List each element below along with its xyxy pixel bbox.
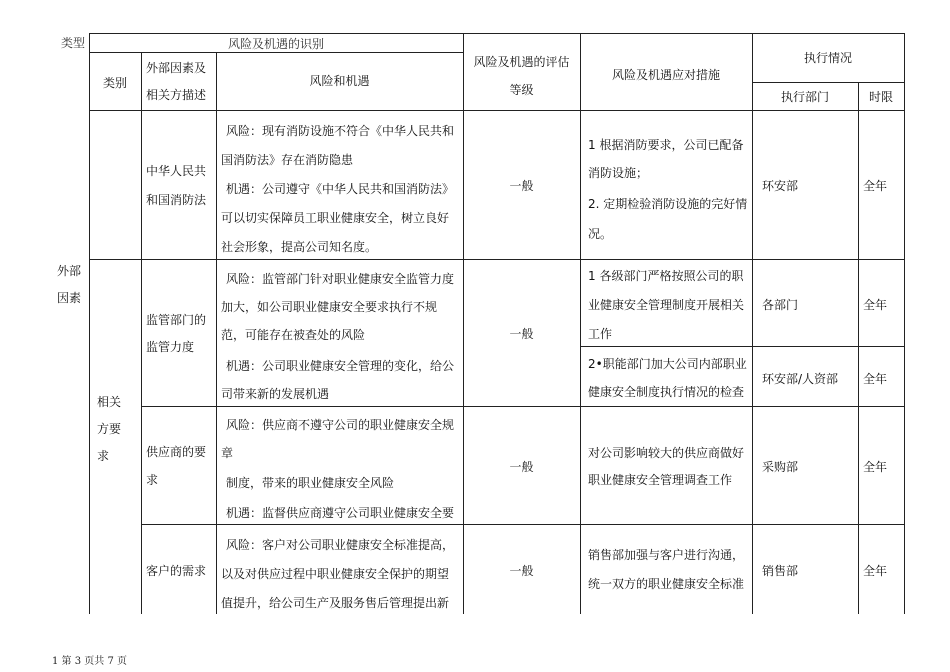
row2-risk-4: 机遇：公司职业健康安全管理的变化，给公 [226, 359, 455, 373]
table-rule [858, 82, 859, 614]
row1-risk-2: 国消防法》存在消防隐患 [221, 153, 354, 167]
outer-type-label-2: 因素 [57, 291, 82, 305]
row2-measure-a-3: 工作 [588, 327, 613, 341]
header-deadline: 时限 [868, 90, 893, 104]
row4-deadline: 全年 [863, 564, 888, 578]
row3-deadline: 全年 [863, 460, 888, 474]
row2-risk-3: 范，可能存在被查处的风险 [221, 328, 366, 342]
row2-deadline-a: 全年 [863, 298, 888, 312]
row2-measure-b-2: 健康安全制度执行情况的检查 [588, 385, 745, 399]
header-execution: 执行情况 [803, 51, 852, 65]
sub-category-label-2: 方要 [97, 422, 122, 436]
table-rule [89, 33, 90, 614]
row1-risk-4: 可以切实保障员工职业健康安全，树立良好 [221, 211, 450, 225]
row1-department: 环安部 [762, 179, 799, 193]
outer-type-label-1: 外部 [57, 264, 82, 278]
table-rule [89, 110, 904, 111]
sub-category-label-1: 相关 [97, 395, 122, 409]
header-measures: 风险及机遇应对措施 [611, 68, 720, 82]
row1-measure-4: 况。 [588, 227, 613, 241]
row3-risk-3: 制度，带来的职业健康安全风险 [226, 476, 395, 490]
row3-measure-1: 对公司影响较大的供应商做好 [588, 446, 745, 460]
row4-risk-2: 以及对供应过程中职业健康安全保护的期望 [221, 567, 450, 581]
row2-risk-5: 司带来新的发展机遇 [221, 387, 330, 401]
row2-risk-2: 加大，如公司职业健康安全要求执行不规 [221, 300, 438, 314]
row2-measure-a-2: 业健康安全管理制度开展相关 [588, 298, 745, 312]
row2-factor-2: 监管力度 [146, 340, 195, 354]
row2-measure-a-1: 1 各级部门严格按照公司的职 [588, 269, 744, 283]
row4-measure-1: 销售部加强与客户进行沟通， [588, 548, 745, 562]
row1-measure-2: 消防设施； [588, 166, 649, 180]
table-rule [752, 33, 753, 614]
table-rule [89, 259, 904, 260]
row4-level: 一般 [509, 564, 534, 578]
table-rule [580, 33, 581, 614]
row3-risk-4: 机遇：监督供应商遵守公司职业健康安全要 [226, 506, 455, 520]
row2-department-b: 环安部/人资部 [762, 372, 839, 386]
row2-measure-b-1: 2•职能部门加大公司内部职业 [588, 357, 747, 371]
row2-department-a: 各部门 [762, 298, 799, 312]
row4-department: 销售部 [762, 564, 799, 578]
row1-measure-3: 2. 定期检验消防设施的完好情 [588, 197, 748, 211]
row1-risk-1: 风险：现有消防设施不符合《中华人民共和 [226, 124, 455, 138]
sub-category-label-3: 求 [97, 449, 110, 463]
row1-risk-3: 机遇：公司遵守《中华人民共和国消防法》 [226, 182, 455, 196]
table-rule [580, 346, 904, 347]
row3-risk-1: 风险：供应商不遵守公司的职业健康安全规 [226, 418, 455, 432]
row1-level: 一般 [509, 179, 534, 193]
row2-risk-1: 风险：监管部门针对职业健康安全监管力度 [226, 272, 455, 286]
table-border-right [904, 33, 905, 614]
row3-factor-1: 供应商的要 [146, 445, 207, 459]
table-rule [141, 406, 904, 407]
row2-factor-1: 监管部门的 [146, 313, 207, 327]
header-category: 类别 [102, 76, 127, 90]
header-evaluation-2: 等级 [509, 83, 534, 97]
row4-risk-1: 风险：客户对公司职业健康安全标准提高， [226, 538, 455, 552]
header-external-factors-2: 相关方描述 [146, 88, 207, 102]
header-type: 类型 [61, 36, 86, 50]
page-number: 1 第 3 页共 7 页 [52, 656, 127, 667]
header-evaluation-1: 风险及机遇的评估 [473, 55, 570, 69]
table-rule [141, 52, 142, 614]
row3-risk-2: 章 [221, 446, 234, 460]
row3-factor-2: 求 [146, 473, 159, 487]
row1-factor-1: 中华人民共 [146, 164, 207, 178]
row3-level: 一般 [509, 460, 534, 474]
row1-factor-2: 和国消防法 [146, 193, 207, 207]
table-border-top [89, 33, 904, 34]
row1-risk-5: 社会形象，提高公司知名度。 [221, 240, 378, 254]
table-rule [216, 52, 217, 614]
table-rule [141, 524, 904, 525]
table-rule [752, 82, 904, 83]
row4-measure-2: 统一双方的职业健康安全标准 [588, 577, 745, 591]
row4-risk-3: 值提升，给公司生产及服务售后管理提出新 [221, 596, 450, 610]
row3-department: 采购部 [762, 460, 799, 474]
row2-deadline-b: 全年 [863, 372, 888, 386]
header-risk-opportunity: 风险和机遇 [309, 74, 370, 88]
row1-deadline: 全年 [863, 179, 888, 193]
row2-level: 一般 [509, 327, 534, 341]
row1-measure-1: 1 根据消防要求，公司已配备 [588, 138, 744, 152]
row4-factor-1: 客户的需求 [146, 564, 207, 578]
row3-measure-2: 职业健康安全管理调查工作 [588, 473, 733, 487]
header-external-factors-1: 外部因素及 [146, 61, 207, 75]
header-identification: 风险及机遇的识别 [227, 37, 324, 51]
header-department: 执行部门 [780, 90, 829, 104]
